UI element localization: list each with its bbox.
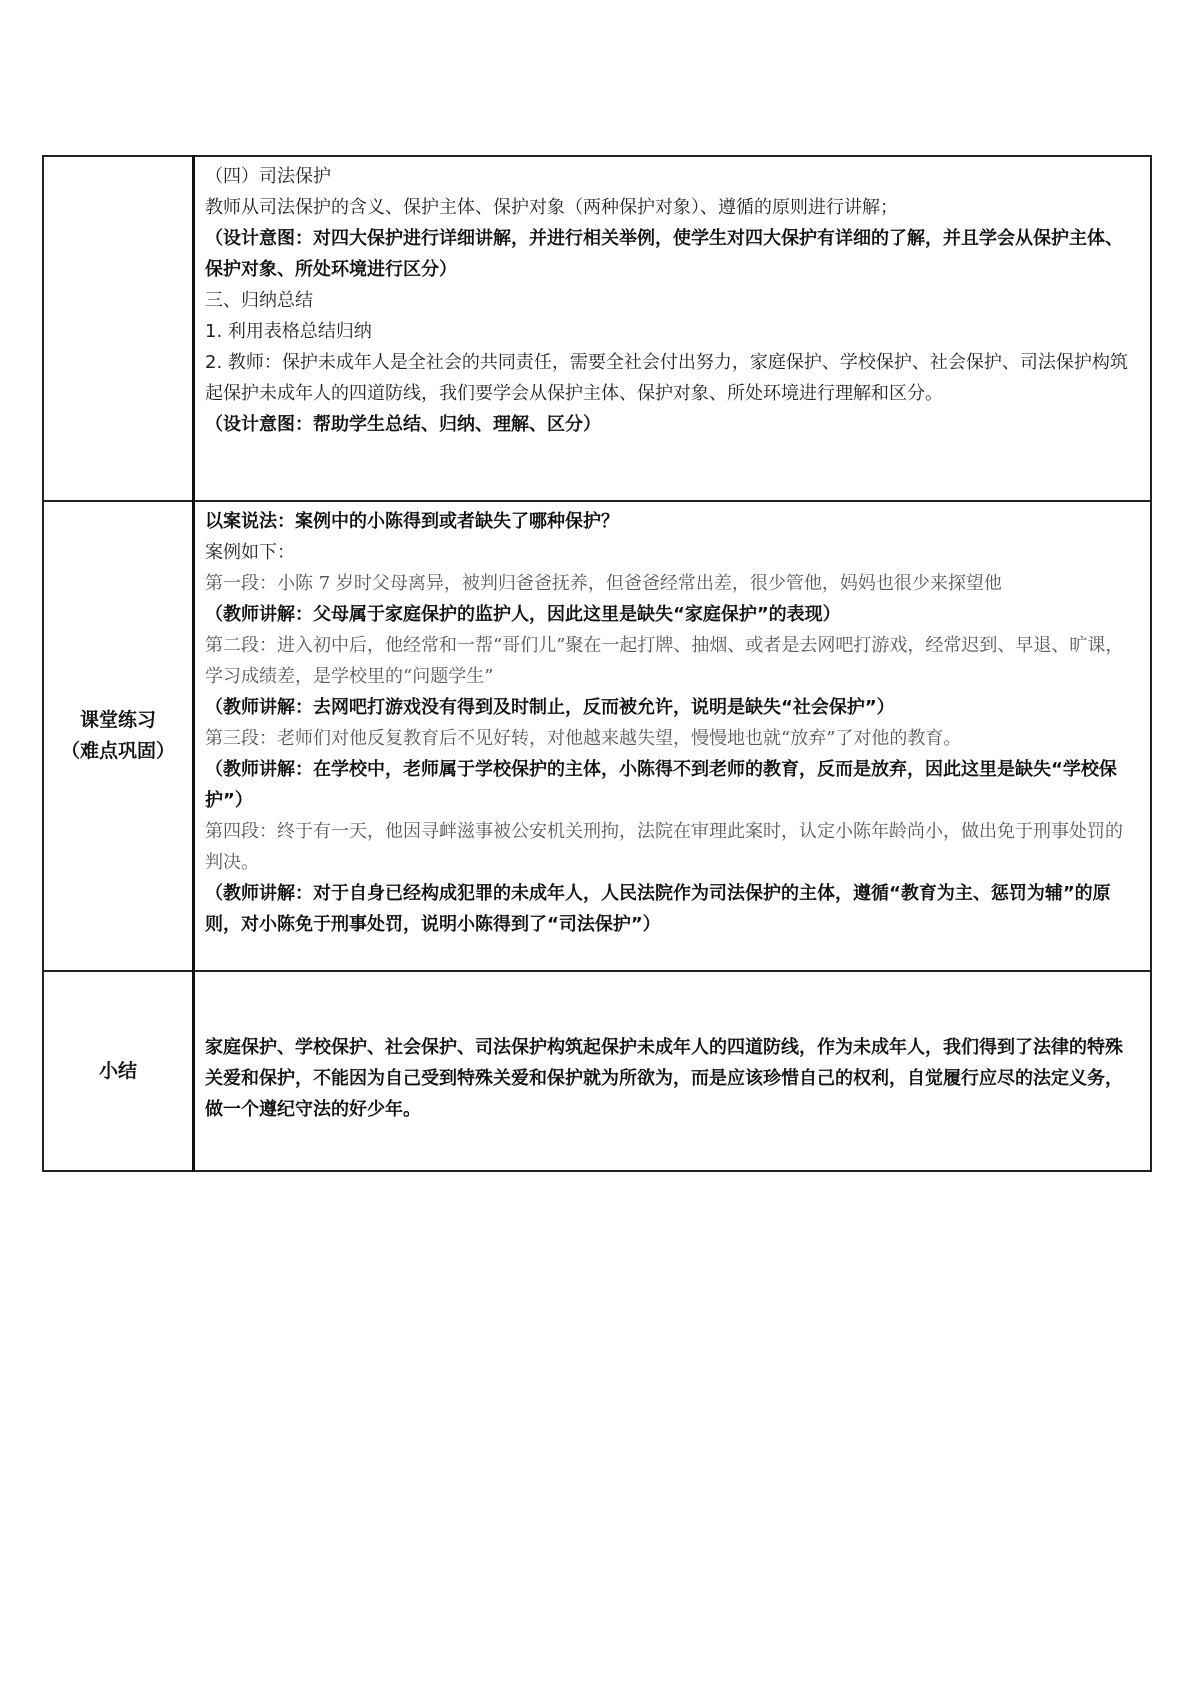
teacher-note-2: （教师讲解：去网吧打游戏没有得到及时制止，反而被允许，说明是缺失“社会保护”） bbox=[205, 697, 895, 718]
summary-step-2: 2. 教师：保护未成年人是全社会的共同责任，需要全社会付出努力，家庭保护、学校保护、社会保护、司法保护构筑起保护未成年人的四道防线，我们要学会从保护主体、保护对象、所处环境进行理解和区分。 bbox=[205, 352, 1128, 404]
teacher-note-3: （教师讲解：在学校中，老师属于学校保护的主体，小陈得不到老师的教育，反而是放弃，因此这里是缺失“学校保护”） bbox=[205, 759, 1117, 811]
row-label-summary: 小结 bbox=[43, 971, 194, 1171]
case-paragraph-3: 第三段：老师们对他反复教育后不见好转，对他越来越失望，慢慢地也就“放弃”了对他的教育。 bbox=[205, 728, 962, 749]
summary-step-1: 1. 利用表格总结归纳 bbox=[205, 321, 372, 342]
teacher-explanation-line: 教师从司法保护的含义、保护主体、保护对象（两种保护对象）、遵循的原则进行讲解； bbox=[205, 197, 898, 218]
case-paragraph-1: 第一段：小陈 7 岁时父母离异，被判归爸爸抚养，但爸爸经常出差，很少管他，妈妈也很少来探望他 bbox=[205, 573, 1002, 594]
section-heading-summary: 三、归纳总结 bbox=[205, 290, 313, 311]
row-label-empty bbox=[43, 156, 194, 501]
design-intent-line: （设计意图：对四大保护进行详细讲解，并进行相关举例，使学生对四大保护有详细的了解，并且学会从保护主体、保护对象、所处环境进行区分） bbox=[205, 228, 1123, 280]
classroom-practice-content bbox=[194, 501, 1152, 971]
teacher-note-4: （教师讲解：对于自身已经构成犯罪的未成年人，人民法院作为司法保护的主体，遵循“教育为主、惩罚为辅”的原则，对小陈免于刑事处罚，说明小陈得到了“司法保护”） bbox=[205, 883, 1111, 935]
case-intro: 案例如下： bbox=[205, 542, 295, 563]
design-intent-summary: （设计意图：帮助学生总结、归纳、理解、区分） bbox=[205, 414, 601, 435]
summary-paragraph: 家庭保护、学校保护、社会保护、司法保护构筑起保护未成年人的四道防线，作为未成年人，我们得到了法律的特殊关爱和保护，不能因为自己受到特殊关爱和保护就为所欲为，而是应该珍惜自己的权利，自觉履行应尽的法定义务，做一个遵纪守法的好少年。 bbox=[205, 1037, 1123, 1120]
table-row-summary bbox=[43, 971, 1151, 1171]
case-question: 以案说法：案例中的小陈得到或者缺失了哪种保护？ bbox=[205, 511, 619, 532]
row-label-classroom-practice bbox=[43, 501, 194, 971]
teacher-note-1: （教师讲解：父母属于家庭保护的监护人，因此这里是缺失“家庭保护”的表现） bbox=[205, 604, 841, 625]
section-heading-judicial: （四）司法保护 bbox=[205, 166, 331, 187]
case-paragraph-2: 第二段：进入初中后，他经常和一帮“哥们儿”聚在一起打牌、抽烟、或者是去网吧打游戏，经常迟到、早退、旷课，学习成绩差，是学校里的“问题学生” bbox=[205, 635, 1124, 687]
summary-content bbox=[194, 971, 1152, 1171]
lesson-plan-table bbox=[42, 155, 1152, 1172]
table-row-classroom-practice bbox=[43, 501, 1151, 971]
case-paragraph-4: 第四段：终于有一天，他因寻衅滋事被公安机关刑拘，法院在审理此案时，认定小陈年龄尚小，做出免于刑事处罚的判决。 bbox=[205, 821, 1123, 873]
judicial-protection-content bbox=[194, 156, 1152, 501]
table-row-judicial-protection bbox=[43, 156, 1151, 501]
label-practice-line1: 课堂练习 bbox=[79, 709, 156, 731]
label-practice-line2: （难点巩固） bbox=[60, 740, 175, 762]
